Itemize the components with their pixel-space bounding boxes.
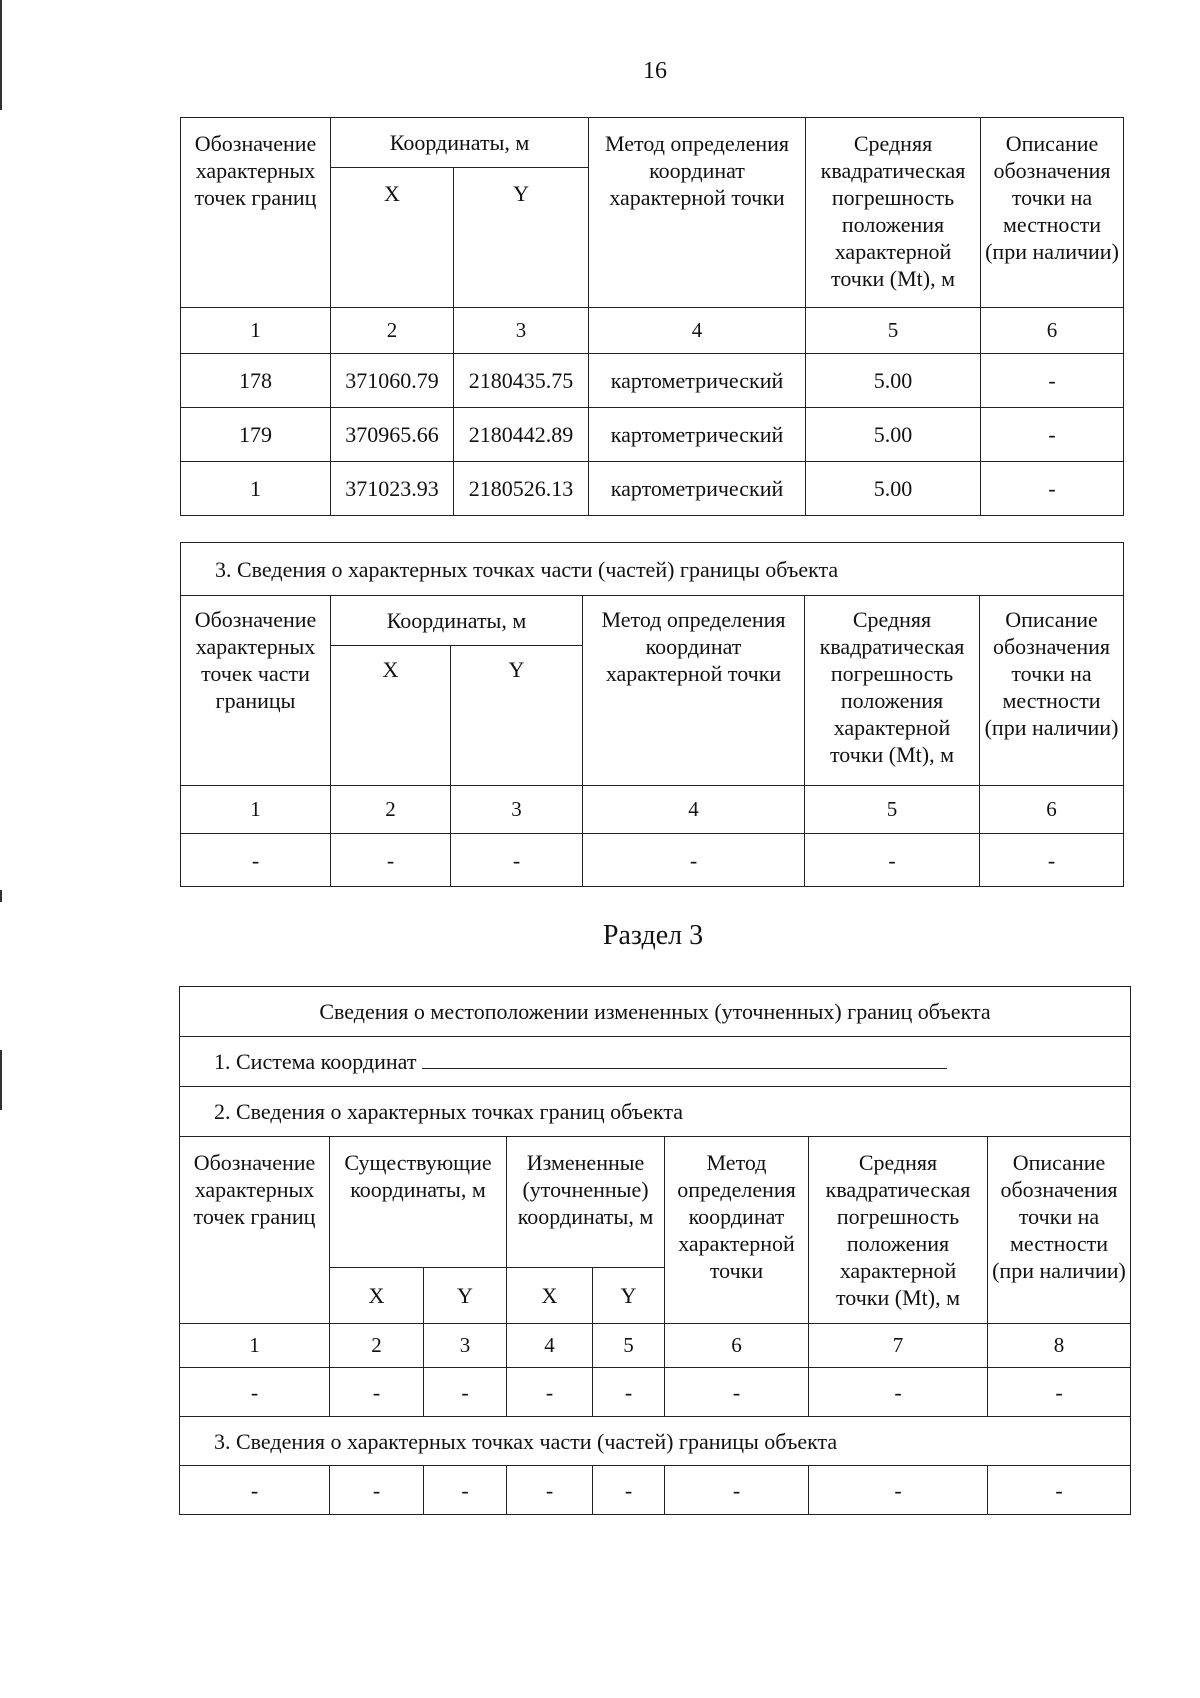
column-number: 2 [331, 786, 451, 834]
coord-system-label: 1. Система координат [214, 1049, 417, 1074]
table-row [180, 1466, 1131, 1515]
method: картометрический [589, 408, 806, 462]
empty-cell: - [181, 834, 331, 887]
header-designation: Обозначение характерных точек границ [180, 1137, 330, 1324]
description: - [981, 354, 1124, 408]
column-number: 3 [424, 1324, 507, 1368]
point-id: 179 [181, 408, 331, 462]
header-designation: Обозначение характерных точек части границы [181, 596, 331, 786]
column-number: 6 [980, 786, 1124, 834]
column-number: 6 [981, 308, 1124, 354]
column-number: 1 [181, 786, 331, 834]
point-id: 178 [181, 354, 331, 408]
empty-cell: - [988, 1368, 1131, 1417]
header-description: Описание обозначения точки на местности (при наличии) [988, 1137, 1131, 1324]
column-number: 4 [589, 308, 806, 354]
part-boundary-points-table [180, 542, 1124, 887]
error: 5.00 [806, 354, 981, 408]
empty-cell: - [331, 834, 451, 887]
table-row [180, 1368, 1131, 1417]
empty-cell: - [665, 1466, 809, 1515]
empty-cell: - [980, 834, 1124, 887]
empty-cell: - [805, 834, 980, 887]
header-y-changed: Y [593, 1268, 665, 1324]
header-y: Y [454, 168, 589, 308]
scan-edge-mark [0, 1050, 2, 1110]
table-row [181, 834, 1124, 887]
empty-cell: - [424, 1368, 507, 1417]
empty-cell: - [424, 1466, 507, 1515]
method: картометрический [589, 354, 806, 408]
header-existing-coords: Существующие координаты, м [330, 1137, 507, 1268]
empty-cell: - [593, 1368, 665, 1417]
header-coordinates: Координаты, м [331, 596, 583, 646]
header-x: X [331, 168, 454, 308]
description: - [981, 462, 1124, 516]
section-title: Раздел 3 [602, 920, 704, 951]
empty-cell: - [809, 1368, 988, 1417]
header-description: Описание обозначения точки на местности (при наличии) [981, 118, 1124, 308]
column-number: 5 [805, 786, 980, 834]
parts-section-title: 3. Сведения о характерных точках части (частей) границы объекта [180, 1417, 1131, 1466]
empty-cell: - [180, 1368, 330, 1417]
column-number: 6 [665, 1324, 809, 1368]
table-row [181, 408, 1124, 462]
empty-cell: - [330, 1466, 424, 1515]
header-error: Средняя квадратическая погрешность положения характерной точки (Mt), м [806, 118, 981, 308]
column-number: 8 [988, 1324, 1131, 1368]
description: - [981, 408, 1124, 462]
header-y: Y [451, 646, 583, 786]
table-title: Сведения о местоположении измененных (уточненных) границ объекта [180, 987, 1131, 1037]
header-method: Метод определения координат характерной точки [583, 596, 805, 786]
empty-cell: - [809, 1466, 988, 1515]
coord-x: 370965.66 [331, 408, 454, 462]
coord-system-row [180, 1037, 1131, 1087]
scan-edge-mark [0, 0, 2, 110]
table-row [181, 354, 1124, 408]
empty-cell: - [451, 834, 583, 887]
page-number: 16 [643, 58, 667, 84]
coord-x: 371023.93 [331, 462, 454, 516]
empty-cell: - [507, 1466, 593, 1515]
boundary-points-table [180, 117, 1124, 516]
coord-system-blank [422, 1050, 947, 1069]
column-number: 3 [451, 786, 583, 834]
column-number: 2 [330, 1324, 424, 1368]
column-number: 7 [809, 1324, 988, 1368]
empty-cell: - [330, 1368, 424, 1417]
header-error: Средняя квадратическая погрешность положения характерной точки (Mt), м [809, 1137, 988, 1324]
header-x-changed: X [507, 1268, 593, 1324]
coord-y: 2180526.13 [454, 462, 589, 516]
header-x-existing: X [330, 1268, 424, 1324]
header-description: Описание обозначения точки на местности (при наличии) [980, 596, 1124, 786]
header-x: X [331, 646, 451, 786]
column-number: 4 [583, 786, 805, 834]
error: 5.00 [806, 408, 981, 462]
table-row [181, 462, 1124, 516]
empty-cell: - [507, 1368, 593, 1417]
coord-x: 371060.79 [331, 354, 454, 408]
header-designation: Обозначение характерных точек границ [181, 118, 331, 308]
scan-edge-mark [0, 890, 2, 902]
header-error: Средняя квадратическая погрешность положения характерной точки (Mt), м [805, 596, 980, 786]
coord-y: 2180435.75 [454, 354, 589, 408]
changed-boundaries-table [179, 986, 1131, 1515]
error: 5.00 [806, 462, 981, 516]
header-method: Метод определения координат характерной точки [589, 118, 806, 308]
empty-cell: - [593, 1466, 665, 1515]
points-section-title: 2. Сведения о характерных точках границ объекта [180, 1087, 1131, 1137]
empty-cell: - [988, 1466, 1131, 1515]
column-number: 1 [181, 308, 331, 354]
column-number: 5 [806, 308, 981, 354]
column-number: 1 [180, 1324, 330, 1368]
empty-cell: - [583, 834, 805, 887]
table-title: 3. Сведения о характерных точках части (частей) границы объекта [181, 543, 1124, 596]
column-number: 2 [331, 308, 454, 354]
header-method: Метод определения координат характерной точки [665, 1137, 809, 1324]
empty-cell: - [180, 1466, 330, 1515]
header-y-existing: Y [424, 1268, 507, 1324]
coord-y: 2180442.89 [454, 408, 589, 462]
point-id: 1 [181, 462, 331, 516]
column-number: 3 [454, 308, 589, 354]
header-changed-coords: Измененные (уточненные) координаты, м [507, 1137, 665, 1268]
method: картометрический [589, 462, 806, 516]
column-number: 5 [593, 1324, 665, 1368]
empty-cell: - [665, 1368, 809, 1417]
header-coordinates: Координаты, м [331, 118, 589, 168]
column-number: 4 [507, 1324, 593, 1368]
